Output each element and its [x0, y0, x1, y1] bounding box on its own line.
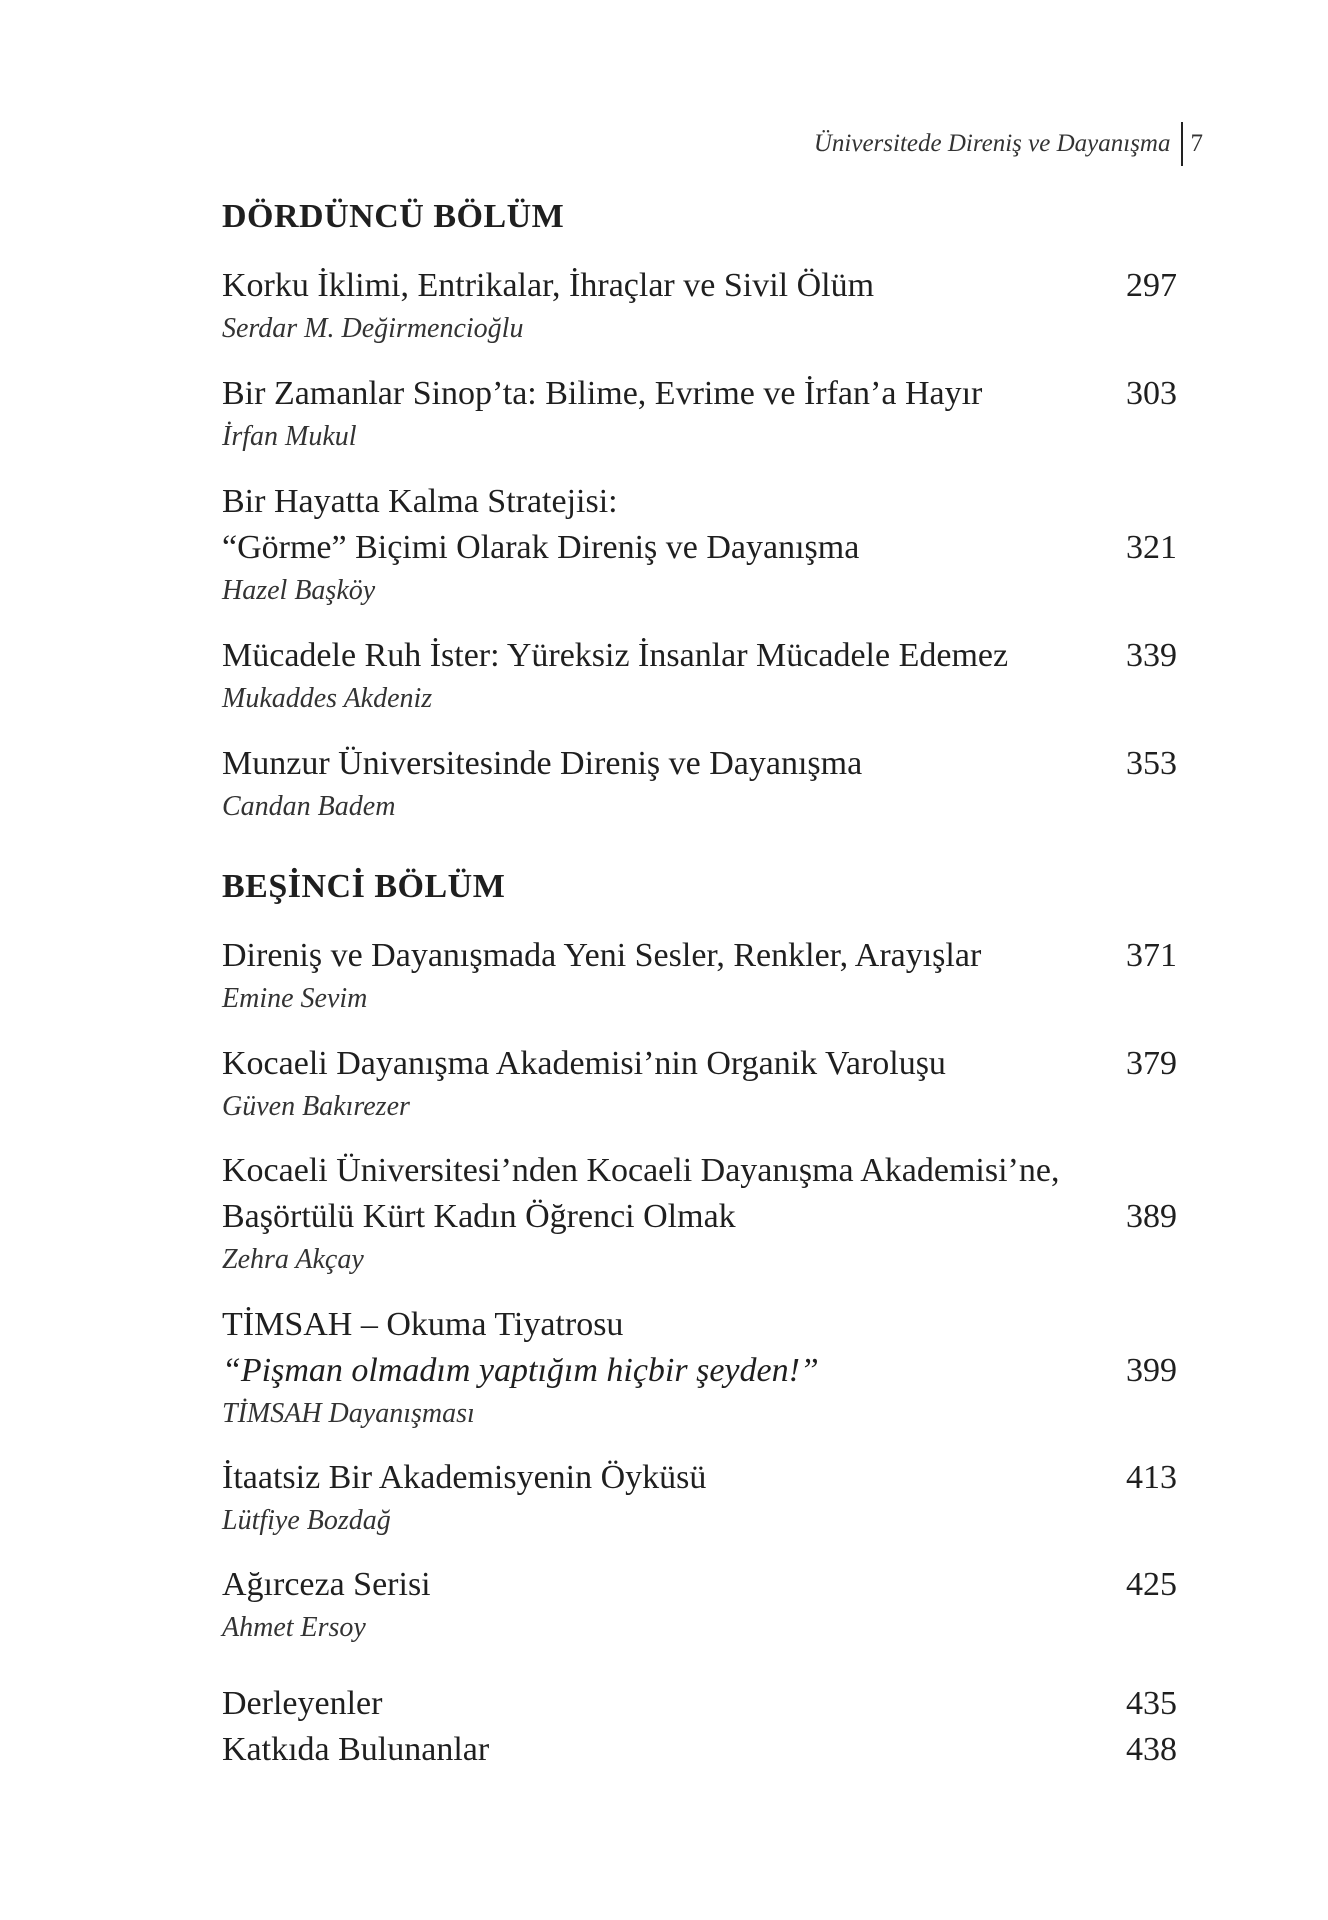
entry-title-line1: TİMSAH – Okuma Tiyatrosu — [222, 1306, 624, 1343]
entry-title: İtaatsiz Bir Akademisyenin Öyküsü — [222, 1459, 707, 1496]
entry-page: 353 — [1126, 745, 1177, 782]
entry-title: Mücadele Ruh İster: Yüreksiz İnsanlar Mücadele Edemez — [222, 637, 1009, 674]
entry-page: 297 — [1126, 267, 1177, 304]
entry-author: Zehra Akçay — [222, 1244, 364, 1275]
entry-page: 438 — [1126, 1731, 1177, 1768]
entry-page: 339 — [1126, 637, 1177, 674]
entry-author: Güven Bakırezer — [222, 1091, 410, 1122]
entry-page: 371 — [1126, 937, 1177, 974]
entry-page: 389 — [1126, 1198, 1177, 1235]
entry-author: Lütfiye Bozdağ — [222, 1505, 391, 1536]
entry-author: Emine Sevim — [222, 983, 368, 1014]
toc-entry — [222, 1455, 1177, 1541]
entry-author: Ahmet Ersoy — [222, 1612, 366, 1643]
page-number: 7 — [1190, 130, 1203, 157]
entry-author: Serdar M. Değirmencioğlu — [222, 313, 524, 344]
entry-page: 379 — [1126, 1045, 1177, 1082]
entry-title: Direniş ve Dayanışmada Yeni Sesler, Renkler, Arayışlar — [222, 937, 982, 974]
entry-author: Mukaddes Akdeniz — [222, 683, 433, 714]
section-heading-5: BEŞİNCİ BÖLÜM — [222, 868, 506, 905]
toc-entry — [222, 933, 1177, 1019]
entry-page: 321 — [1126, 529, 1177, 566]
entry-page: 413 — [1126, 1459, 1177, 1496]
toc-entry — [222, 1041, 1177, 1127]
toc-entry — [222, 1562, 1177, 1648]
entry-title: Korku İklimi, Entrikalar, İhraçlar ve Sivil Ölüm — [222, 267, 875, 304]
entry-title-line1: Kocaeli Üniversitesi’nden Kocaeli Dayanışma Akademisi’ne, — [222, 1152, 1060, 1189]
entry-subtitle: “Pişman olmadım yaptığım hiçbir şeyden!” — [222, 1352, 819, 1389]
entry-title-line2: “Görme” Biçimi Olarak Direniş ve Dayanışma — [222, 529, 860, 566]
entry-author: Candan Badem — [222, 791, 396, 822]
entry-title: Munzur Üniversitesinde Direniş ve Dayanışma — [222, 745, 863, 782]
toc-entry — [222, 1302, 1177, 1434]
entry-page: 399 — [1126, 1352, 1177, 1389]
toc-entry — [222, 1681, 1177, 1727]
toc-entry — [222, 371, 1177, 457]
entry-author: TİMSAH Dayanışması — [222, 1398, 475, 1429]
entry-page: 425 — [1126, 1566, 1177, 1603]
entry-title: Bir Zamanlar Sinop’ta: Bilime, Evrime ve İrfan’a Hayır — [222, 375, 983, 412]
entry-page: 435 — [1126, 1685, 1177, 1722]
entry-author: Hazel Başköy — [222, 575, 376, 606]
toc-entry — [222, 479, 1177, 611]
toc-entry — [222, 633, 1177, 719]
running-header — [814, 122, 1203, 166]
toc-entry — [222, 1727, 1177, 1773]
toc-entry — [222, 1148, 1177, 1280]
running-title: Üniversitede Direniş ve Dayanışma — [813, 130, 1171, 157]
toc-entry — [222, 263, 1177, 349]
entry-title: Derleyenler — [222, 1685, 383, 1722]
entry-title-line1: Bir Hayatta Kalma Stratejisi: — [222, 483, 618, 520]
entry-title: Ağırceza Serisi — [222, 1566, 431, 1603]
entry-author: İrfan Mukul — [222, 421, 357, 452]
entry-title-line2: Başörtülü Kürt Kadın Öğrenci Olmak — [222, 1198, 736, 1235]
header-divider — [1181, 122, 1183, 166]
toc-entry — [222, 741, 1177, 827]
entry-title: Kocaeli Dayanışma Akademisi’nin Organik Varoluşu — [222, 1045, 946, 1082]
section-heading-4: DÖRDÜNCÜ BÖLÜM — [222, 198, 565, 235]
entry-page: 303 — [1126, 375, 1177, 412]
entry-title: Katkıda Bulunanlar — [222, 1731, 490, 1768]
